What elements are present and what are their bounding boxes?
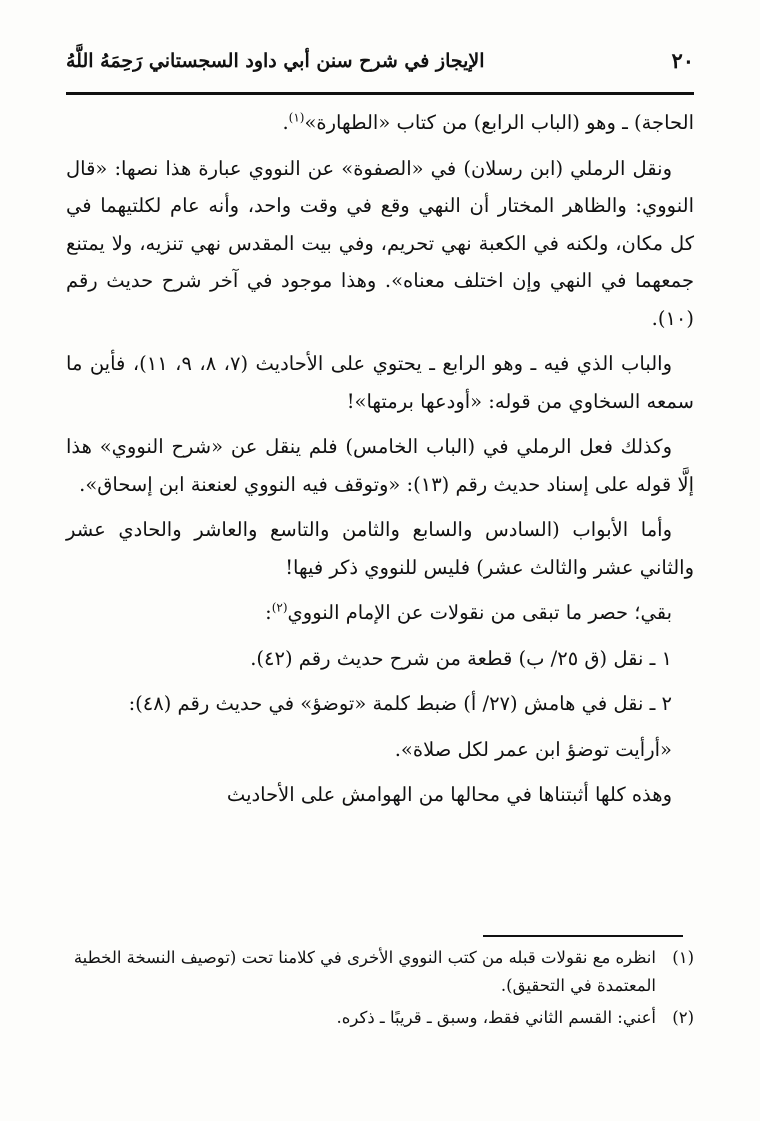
paragraph: وكذلك فعل الرملي في (الباب الخامس) فلم ينقل عن «شرح النووي» هذا إلَّا قوله على إسناد حديث رقم (١٣): «وتوقف فيه النووي لعنعنة ابن إسحاق». — [66, 435, 694, 496]
header-rule — [66, 92, 694, 95]
footnote — [66, 944, 694, 1000]
paragraph-text: بقي؛ حصر ما تبقى من نقولات عن الإمام النووي — [287, 601, 672, 624]
footnotes — [66, 944, 694, 1036]
paragraph: ونقل الرملي (ابن رسلان) في «الصفوة» عن النووي عبارة هذا نصها: «قال النووي: والظاهر المختار أن النهي وقع في وقت واحد، وأنه عام لكلتيهما في كل مكان، ولكنه في الكعبة نهي تحريم، وفي بيت المقدس نهي تنزيه، ولا يمتنع جمعهما في النهي وإن اختلف معناه». وهذا موجود في آخر شرح حديث رقم (١٠). — [66, 156, 694, 330]
list-item: ١ ـ نقل (ق ٢٥/ ب) قطعة من شرح حديث رقم (٤٢). — [250, 646, 672, 670]
footnote-text: أعني: القسم الثاني فقط، وسبق ـ قريبًا ـ ذكره. — [336, 1008, 656, 1027]
footnote-ref: (٢) — [271, 600, 288, 615]
footnote-rule — [483, 935, 683, 937]
running-title: الإيجاز في شرح سنن أبي داود السجستاني رَحِمَهُ اللَّهُ — [66, 50, 485, 72]
footnote-mark: (٢) — [672, 1008, 694, 1027]
running-head — [66, 44, 694, 84]
paragraph: والباب الذي فيه ـ وهو الرابع ـ يحتوي على الأحاديث (٧، ٨، ٩، ١١)، فأين ما سمعه السخاوي من قوله: «أودعها برمتها»! — [66, 352, 694, 413]
paragraph — [66, 104, 694, 142]
main-text — [66, 104, 694, 822]
paragraph-text: الحاجة) ـ وهو (الباب الرابع) من كتاب «الطهارة» — [304, 111, 694, 134]
footnote — [66, 1004, 694, 1032]
page-number: ٢٠ — [671, 48, 694, 73]
quotation: «أرأيت توضؤ ابن عمر لكل صلاة». — [394, 737, 672, 761]
footnote-mark: (١) — [672, 948, 694, 967]
footnote-text: انظره مع نقولات قبله من كتب النووي الأخرى في كلامنا تحت (توصيف النسخة الخطية المعتمدة في التحقيق). — [73, 948, 656, 995]
paragraph: وهذه كلها أثبتناها في محالها من الهوامش على الأحاديث — [226, 783, 672, 806]
punctuation: . — [282, 111, 289, 134]
paragraph — [66, 594, 694, 632]
list-item: ٢ ـ نقل في هامش (٢٧/ أ) ضبط كلمة «توضؤ» في حديث رقم (٤٨): — [128, 692, 672, 715]
punctuation: : — [265, 601, 272, 624]
paragraph: وأما الأبواب (السادس والسابع والثامن والتاسع والعاشر والحادي عشر والثاني عشر والثالث عشر) فليس للنووي ذكر فيها! — [66, 518, 694, 579]
footnote-ref: (١) — [288, 110, 305, 125]
